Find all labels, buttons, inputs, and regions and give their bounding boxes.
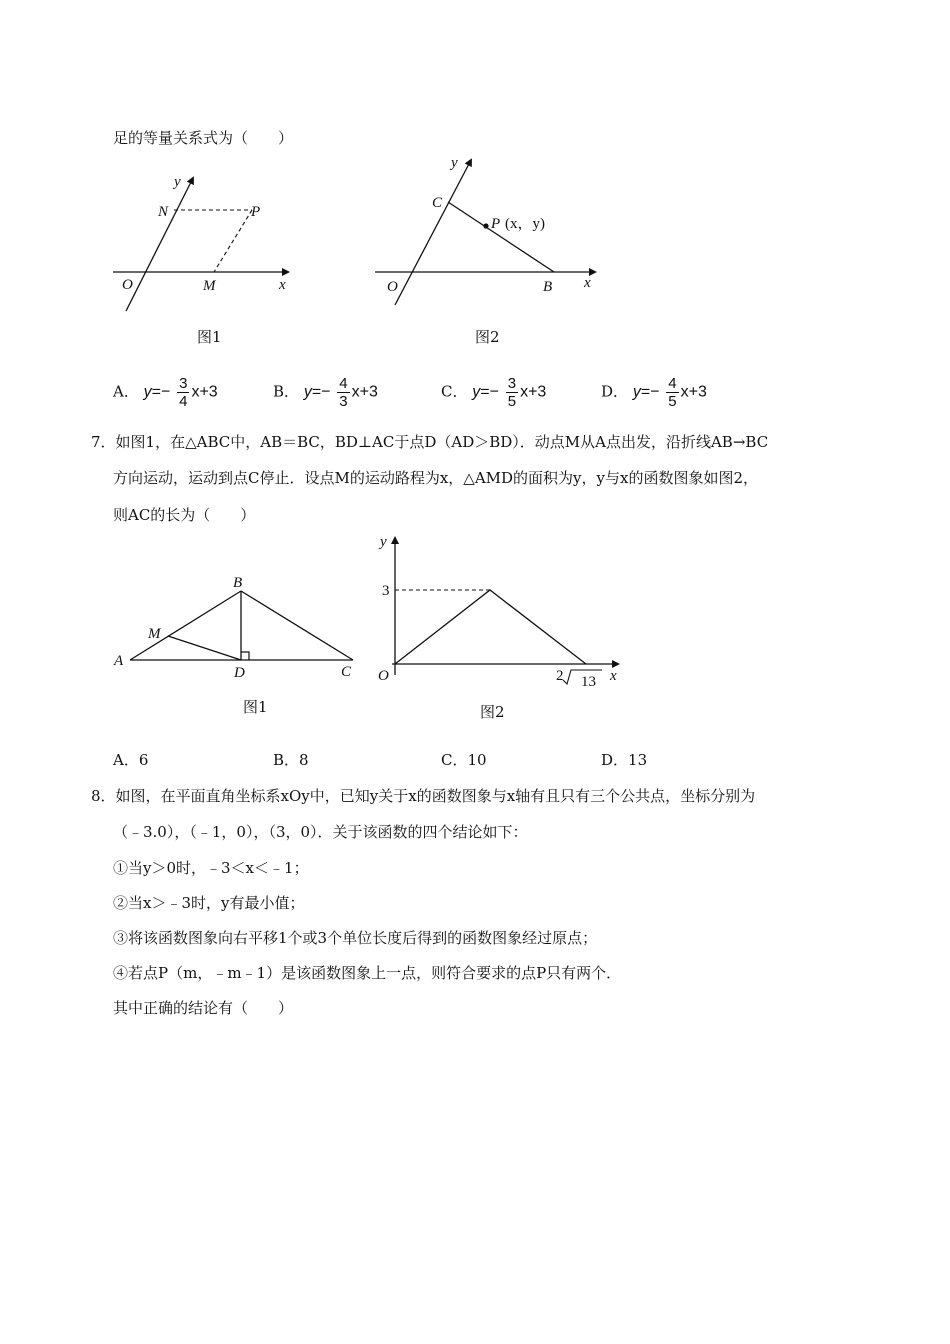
- q7-number: 7．: [91, 433, 116, 451]
- q8-line-1-text: 如图，在平面直角坐标系xOy中，已知y关于x的函数图象与x轴有且只有三个公共点，坐标分别为: [115, 787, 756, 805]
- q6-option-d-eq: =−: [640, 383, 660, 401]
- q6-option-a-num: 3: [179, 375, 188, 392]
- q7-figure-1: [108, 572, 358, 682]
- q6-option-d[interactable]: [601, 375, 707, 410]
- q7-line-1: [91, 432, 768, 452]
- q7-option-b[interactable]: [273, 750, 309, 770]
- q7-option-c[interactable]: [441, 750, 487, 770]
- q7-option-a-letter: A．: [113, 751, 139, 769]
- q7-option-d-value: 13: [628, 751, 648, 769]
- q6-option-a-eq: =−: [151, 383, 171, 401]
- q6-fig2-label-p: P: [491, 216, 501, 232]
- q6-option-c-num: 3: [507, 375, 517, 392]
- q6-fig2-label-b: B: [543, 279, 553, 295]
- q6-fig2-label-x: x: [584, 275, 591, 291]
- q6-fig1-label-y: y: [174, 174, 181, 190]
- q6-option-b-rhs: x+3: [351, 383, 378, 401]
- q6-fig1-y-axis: [126, 178, 193, 311]
- q8-line-1: [91, 786, 755, 806]
- q7-figure-2: [370, 530, 630, 700]
- q6-fig2-y-axis: [395, 160, 471, 305]
- q6-option-b-num: 4: [339, 375, 348, 392]
- q7-fig2-graph: [395, 590, 586, 664]
- q6-option-c-fraction: [506, 375, 518, 410]
- q7-line-1-text: 如图1，在△ABC中，AB＝BC，BD⊥AC于点D（AD＞BD）．动点M从A点出发，沿折线AB→BC: [115, 433, 769, 451]
- q6-fig2-label-y: y: [451, 155, 458, 171]
- q6-fig1-pm-dashed: [214, 210, 252, 272]
- q7-fig1-label-b: B: [233, 575, 243, 591]
- q6-option-c[interactable]: [441, 375, 546, 410]
- q7-line-3: 则AC的长为（ ）: [113, 506, 256, 524]
- q6-option-a[interactable]: [113, 375, 218, 410]
- q6-option-d-lhs: y: [632, 383, 641, 401]
- q6-fig1-label-n: N: [158, 204, 169, 220]
- q7-fig2-caption: 图2: [480, 703, 505, 721]
- q7-option-a[interactable]: [113, 750, 148, 770]
- q6-fig1-label-m: M: [203, 278, 216, 294]
- q7-fig1-segment-md: [168, 636, 241, 660]
- q7-fig1-label-c: C: [341, 664, 352, 680]
- q6-option-a-letter: A．: [113, 382, 139, 401]
- q7-option-c-letter: C．: [441, 751, 468, 769]
- q6-option-b-fraction: [337, 375, 349, 410]
- q6-option-c-den: 5: [507, 393, 517, 410]
- q6-option-b-lhs: y: [303, 383, 312, 401]
- q7-option-d-letter: D．: [601, 751, 629, 769]
- q7-fig2-label-2: 2: [556, 668, 564, 684]
- q7-fig1-segment-ab: [130, 591, 241, 660]
- q6-option-c-lhs: y: [472, 383, 481, 401]
- q7-fig1-right-angle-mark: [241, 652, 249, 660]
- q6-option-c-rhs: x+3: [520, 383, 547, 401]
- q6-fig1-label-x: x: [279, 277, 286, 293]
- q6-fig1-caption: 图1: [197, 328, 222, 346]
- q8-conclusion-3: ③将该函数图象向右平移1个或3个单位长度后得到的函数图象经过原点；: [113, 929, 598, 947]
- q8-number: 8．: [91, 787, 116, 805]
- q6-option-a-lhs: y: [143, 383, 152, 401]
- q8-line-2: （﹣3.0），（﹣1，0），（3，0）．关于该函数的四个结论如下：: [113, 823, 528, 841]
- q6-option-a-den: 4: [179, 393, 188, 410]
- q8-ask: 其中正确的结论有（ ）: [113, 999, 294, 1017]
- q7-fig1-label-d: D: [234, 665, 245, 681]
- q6-option-b-den: 3: [339, 393, 348, 410]
- q7-fig2-label-y: y: [380, 534, 387, 550]
- q6-option-b[interactable]: [273, 375, 378, 410]
- q8-conclusion-2: ②当x＞﹣3时，y有最小值；: [113, 894, 305, 912]
- q7-fig1-label-m: M: [148, 626, 161, 642]
- q6-figure-1: [108, 168, 308, 328]
- q8-conclusion-1: ①当y＞0时，﹣3＜x＜﹣1；: [113, 859, 309, 877]
- q7-option-b-letter: B．: [273, 751, 300, 769]
- q8-conclusion-4: ④若点P（m，﹣m﹣1）是该函数图象上一点，则符合要求的点P只有两个．: [113, 964, 622, 982]
- q6-fig2-segment-cb: [448, 202, 554, 272]
- q6-fig1-label-p: P: [251, 204, 261, 220]
- q7-fig1-label-a: A: [114, 653, 124, 669]
- q6-option-b-eq: =−: [311, 383, 331, 401]
- q7-option-b-value: 8: [299, 751, 309, 769]
- q6-stem-end: 足的等量关系式为（ ）: [113, 129, 294, 147]
- q6-figure-2: [370, 150, 610, 310]
- q7-fig2-label-o: O: [378, 668, 389, 684]
- q7-option-d[interactable]: [601, 750, 647, 770]
- q6-fig2-label-c: C: [432, 195, 443, 211]
- q7-fig2-label-3: 3: [382, 583, 390, 599]
- q7-fig2-label-x: x: [610, 668, 617, 684]
- q6-option-c-letter: C．: [441, 382, 468, 401]
- q6-option-d-num: 4: [668, 375, 677, 392]
- q6-option-b-letter: B．: [273, 382, 300, 401]
- q7-fig2-label-13: 13: [581, 674, 596, 690]
- q7-option-a-value: 6: [138, 751, 149, 769]
- q7-fig1-caption: 图1: [243, 698, 268, 716]
- q6-option-d-fraction: [666, 375, 678, 410]
- q6-option-a-rhs: x+3: [191, 383, 218, 401]
- q6-fig2-caption: 图2: [475, 328, 500, 346]
- q6-fig2-label-p-coord: (x，y): [505, 216, 545, 232]
- q6-fig2-point-p: [483, 223, 488, 228]
- q6-option-a-fraction: [177, 375, 189, 410]
- q7-line-2: 方向运动，运动到点C停止．设点M的运动路程为x，△AMD的面积为y，y与x的函数图象如图2，: [113, 469, 759, 487]
- q6-option-d-den: 5: [668, 393, 677, 410]
- q6-option-d-letter: D．: [601, 382, 629, 401]
- q6-fig1-label-o: O: [122, 277, 133, 293]
- q6-option-d-rhs: x+3: [680, 383, 707, 401]
- q6-option-c-eq: =−: [480, 383, 499, 401]
- q7-option-c-value: 10: [467, 751, 487, 769]
- q6-fig2-label-o: O: [387, 279, 398, 295]
- q7-fig1-segment-bc: [241, 591, 353, 660]
